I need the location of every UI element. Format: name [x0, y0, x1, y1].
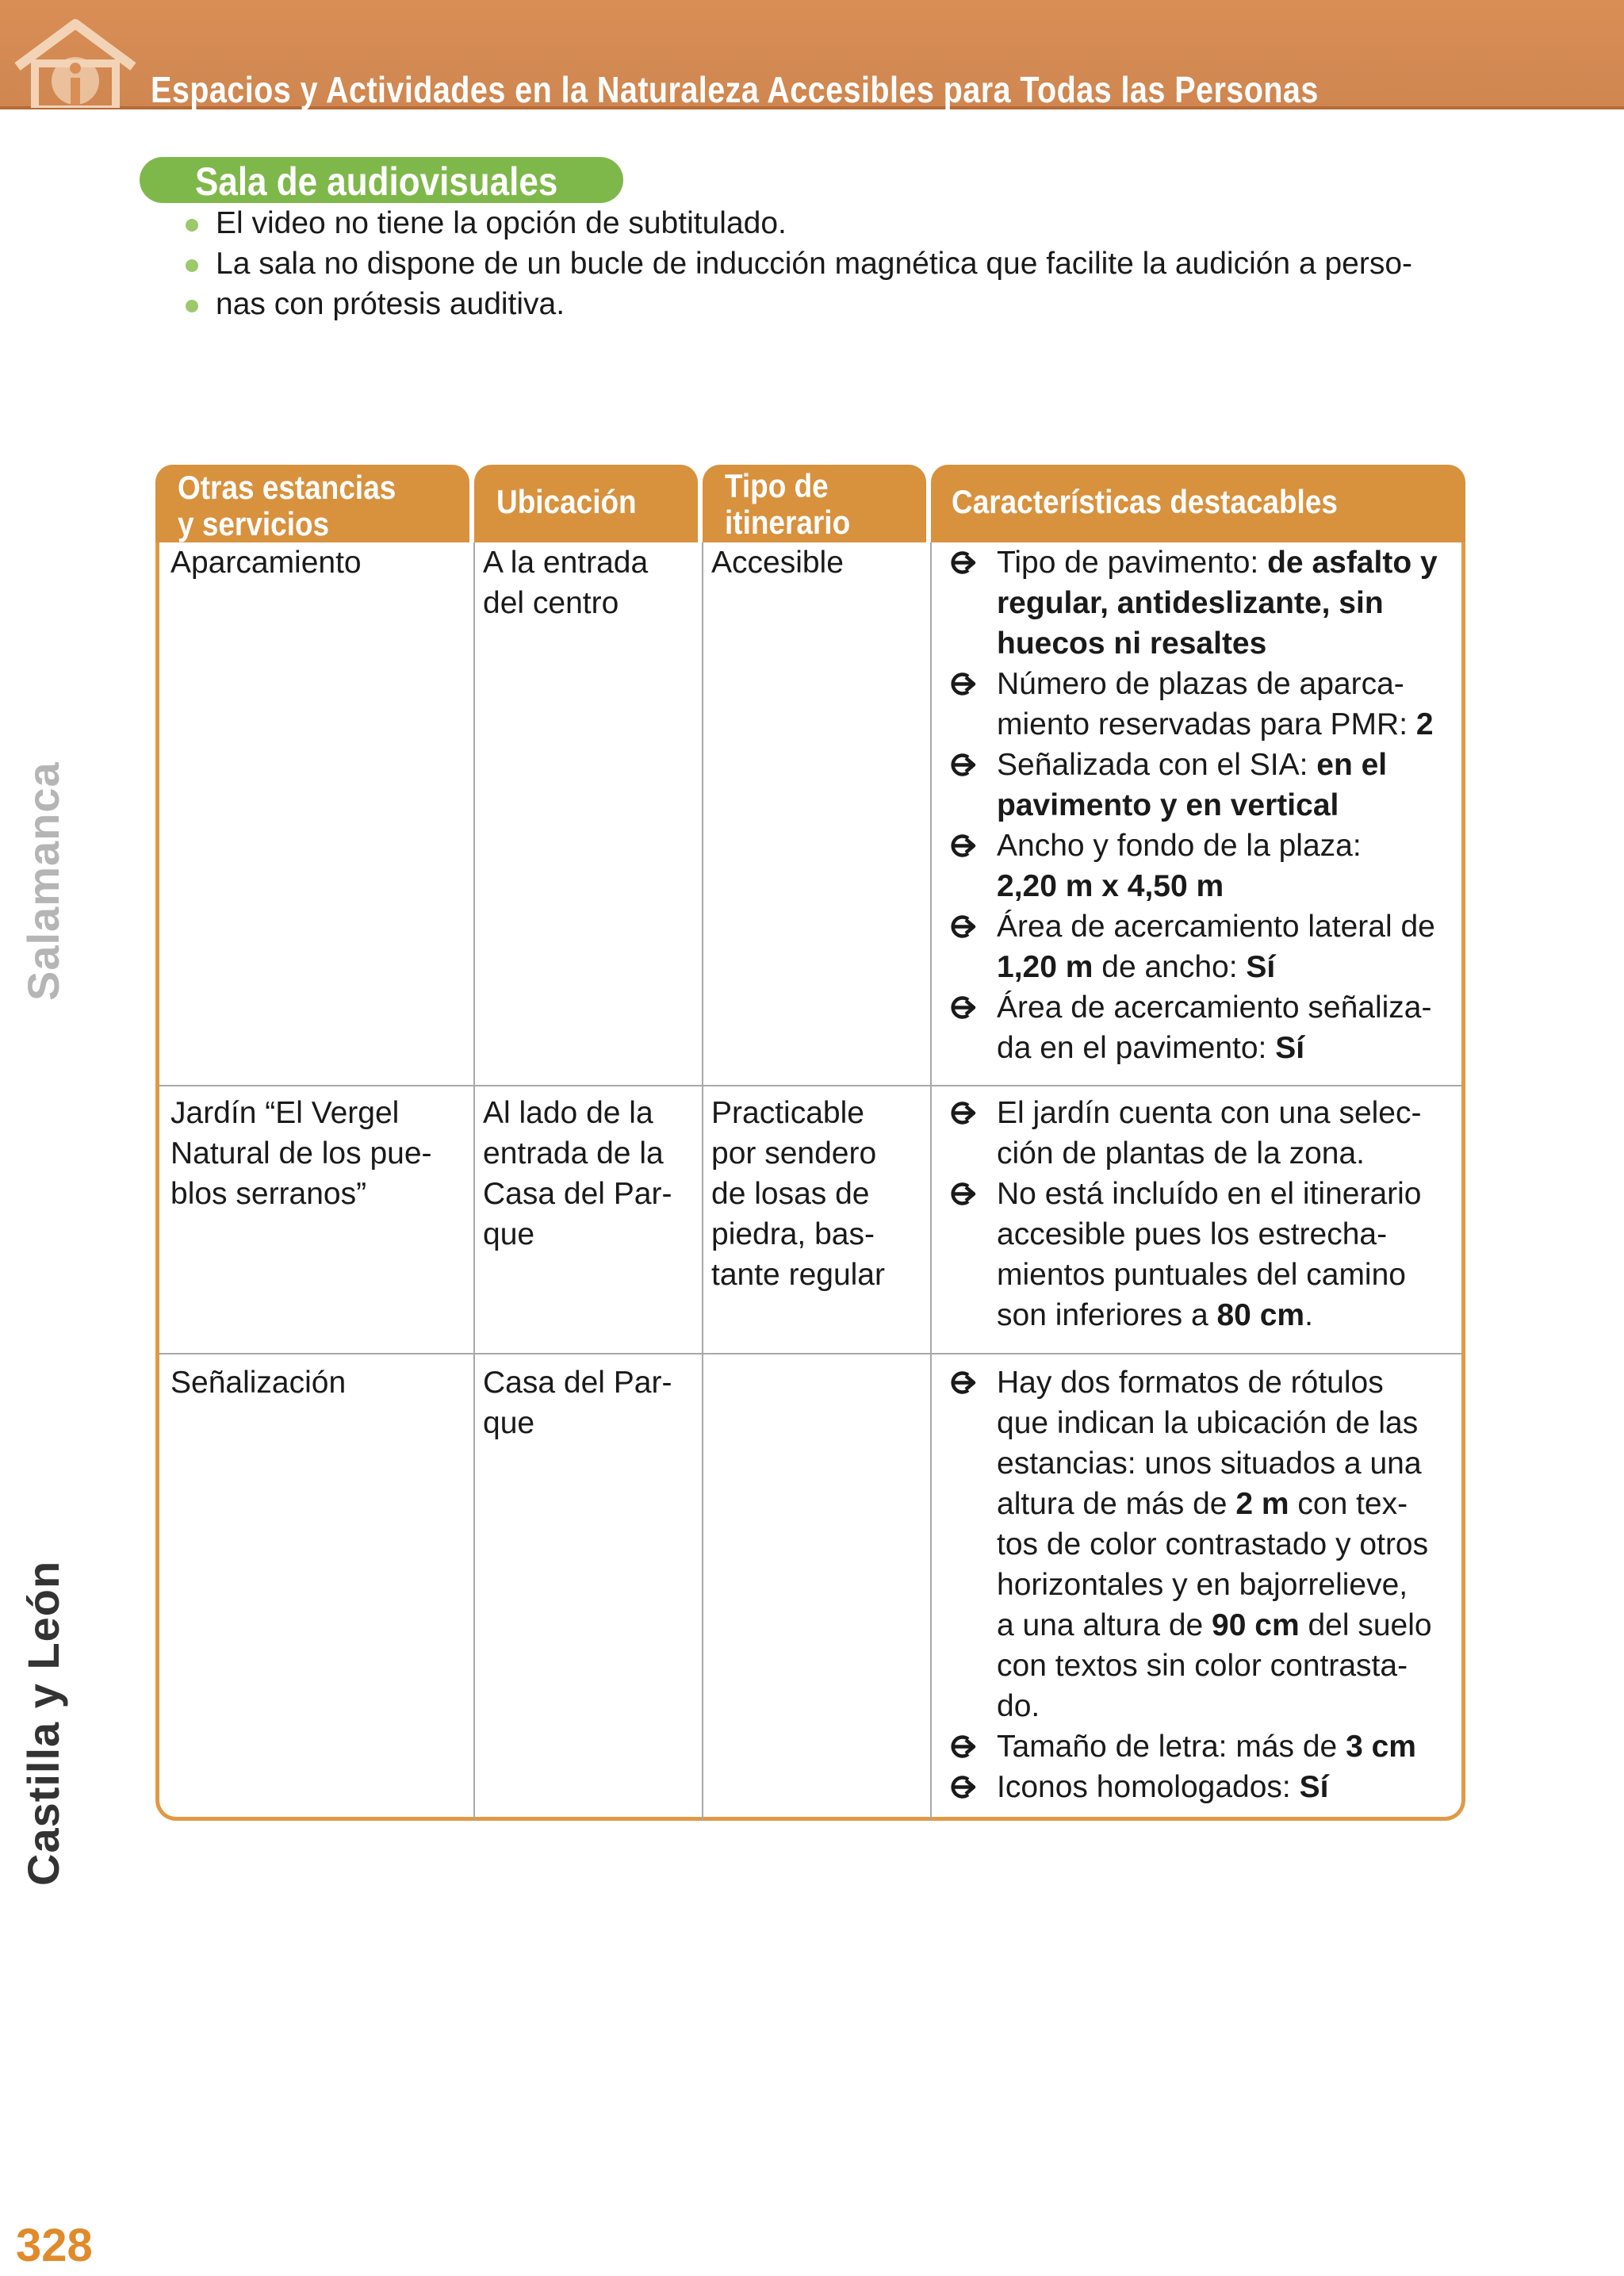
feature-line: [997, 1295, 1465, 1335]
feature-text: horizontales y en bajorrelieve,: [997, 1568, 1408, 1602]
cell-ubicacion: [483, 1093, 697, 1255]
cell-itinerario-line: Practicable: [711, 1096, 864, 1130]
feature-value: 80 cm: [1216, 1298, 1305, 1332]
section-title-pill: [140, 157, 623, 203]
feature-value: 2,20 m x 4,50 m: [997, 869, 1224, 903]
cell-ubicacion-line: entrada de la: [483, 1136, 664, 1171]
arrow-right-icon: [941, 826, 989, 866]
feature-value: Sí: [1299, 1770, 1329, 1804]
arrow-right-icon: [941, 1726, 989, 1767]
header-estancias-line1: Otras estancias: [178, 469, 396, 506]
feature-text: ción de plantas de la zona.: [997, 1136, 1365, 1171]
feature-text: del suelo: [1299, 1608, 1432, 1642]
cell-caracteristicas: [941, 542, 1465, 1068]
feature-line: [997, 947, 1465, 987]
feature-line: [997, 785, 1465, 826]
feature-item: [941, 1726, 1465, 1767]
feature-text: Área de acercamiento lateral de: [997, 910, 1435, 944]
cell-ubicacion-line: Casa del Par-: [483, 1366, 672, 1400]
feature-text: a una altura de: [997, 1608, 1212, 1642]
feature-text: altura de más de: [997, 1487, 1236, 1521]
cell-ubicacion-line: Al lado de la: [483, 1096, 653, 1130]
feature-value: 90 cm: [1212, 1608, 1300, 1642]
feature-text: de ancho:: [1093, 950, 1247, 984]
cell-caracteristicas: [941, 1362, 1465, 1807]
feature-line: [997, 745, 1465, 785]
feature-line: [997, 1255, 1465, 1295]
cell-estancia: [170, 1093, 472, 1214]
feature-line: [997, 1484, 1465, 1524]
arrow-right-icon: [941, 542, 989, 583]
feature-text: con tex-: [1289, 1487, 1408, 1521]
row-divider: [159, 1085, 1461, 1086]
feature-line: [997, 906, 1465, 947]
feature-text: No está incluído en el itinerario: [997, 1177, 1422, 1211]
feature-line: [997, 866, 1465, 906]
feature-text: miento reservadas para PMR:: [997, 707, 1416, 741]
feature-item: [941, 745, 1465, 826]
feature-item: [941, 1174, 1465, 1335]
header-ubicacion-text: Ubicación: [496, 483, 637, 520]
column-divider: [702, 542, 703, 1821]
section-bullet-list: [182, 203, 1467, 324]
bullet-item: El video no tiene la opción de subtitulado.: [182, 203, 1467, 243]
feature-line: [997, 1133, 1465, 1174]
feature-value: en el: [1316, 748, 1388, 782]
cell-ubicacion-line: que: [483, 1217, 535, 1251]
cell-estancia-line: Natural de los pue-: [170, 1136, 432, 1171]
cell-itinerario-line: tante regular: [711, 1258, 885, 1292]
cell-ubicacion-line: Casa del Par-: [483, 1177, 672, 1211]
feature-text: mientos puntuales del camino: [997, 1258, 1406, 1292]
feature-value: de asfalto y: [1267, 546, 1438, 580]
feature-item: [941, 1362, 1465, 1726]
feature-item: [941, 826, 1465, 906]
feature-text: Tipo de pavimento:: [997, 546, 1268, 580]
arrow-right-icon: [941, 1174, 989, 1214]
column-divider: [930, 542, 932, 1821]
side-region-label: Salamanca: [18, 761, 68, 1001]
feature-item: [941, 1093, 1465, 1174]
column-divider: [473, 542, 475, 1821]
arrow-right-icon: [941, 987, 989, 1028]
feature-line: [997, 664, 1465, 704]
cell-itinerario: [711, 542, 925, 583]
feature-item: [941, 987, 1465, 1068]
feature-text: Ancho y fondo de la plaza:: [997, 829, 1362, 863]
arrow-right-icon: [941, 664, 989, 704]
feature-text: da en el pavimento:: [997, 1031, 1276, 1065]
feature-value: huecos ni resaltes: [997, 626, 1267, 661]
feature-value: Sí: [1246, 950, 1276, 984]
arrow-right-icon: [941, 745, 989, 785]
page-header-title: Espacios y Actividades en la Naturaleza Accesibles para Todas las Personas: [151, 69, 1319, 110]
feature-value: 2 m: [1235, 1487, 1289, 1521]
feature-line: [997, 987, 1465, 1028]
cell-itinerario-line: piedra, bas-: [711, 1217, 875, 1251]
cell-itinerario-line: Accesible: [711, 546, 844, 580]
feature-value: 1,20 m: [997, 950, 1094, 984]
feature-text: El jardín cuenta con una selec-: [997, 1096, 1422, 1130]
feature-text: con textos sin color contrasta-: [997, 1649, 1408, 1683]
feature-item: [941, 542, 1465, 664]
cell-itinerario-line: de losas de: [711, 1177, 870, 1211]
arrow-right-icon: [941, 1362, 989, 1403]
feature-line: [997, 1524, 1465, 1565]
feature-line: [997, 1093, 1465, 1133]
facilities-table: [155, 465, 1465, 1821]
feature-line: [997, 1686, 1465, 1726]
header-estancias: [155, 465, 469, 542]
feature-text: son inferiores a: [997, 1298, 1217, 1332]
feature-text: do.: [997, 1689, 1040, 1723]
arrow-right-icon: [941, 906, 989, 947]
arrow-right-icon: [941, 1767, 989, 1807]
feature-line: [997, 826, 1465, 866]
feature-line: [997, 1565, 1465, 1605]
header-caracteristicas: [931, 465, 1465, 542]
cell-itinerario: [711, 1093, 925, 1295]
cell-ubicacion: [483, 1362, 697, 1443]
feature-item: [941, 906, 1465, 987]
feature-value: regular, antideslizante, sin: [997, 586, 1384, 620]
feature-line: [997, 1443, 1465, 1484]
feature-text: que indican la ubicación de las: [997, 1406, 1419, 1440]
header-itinerario-line2: itinerario: [725, 504, 851, 541]
feature-value: 2: [1415, 707, 1434, 741]
cell-ubicacion-line: del centro: [483, 586, 619, 620]
feature-value: 3 cm: [1346, 1730, 1416, 1764]
feature-text: Tamaño de letra: más de: [997, 1730, 1346, 1764]
feature-line: [997, 1362, 1465, 1403]
cell-ubicacion-line: A la entrada: [483, 546, 649, 580]
row-divider: [159, 1353, 1461, 1354]
header-ubicacion: [474, 465, 698, 542]
feature-text: Iconos homologados:: [997, 1770, 1300, 1804]
cell-estancia-line: Aparcamiento: [170, 546, 362, 580]
feature-line: [997, 1767, 1465, 1807]
cell-estancia: [170, 542, 472, 583]
feature-item: [941, 664, 1465, 745]
cell-estancia-line: blos serranos”: [170, 1177, 367, 1211]
cell-itinerario-line: por sendero: [711, 1136, 877, 1171]
feature-line: [997, 623, 1465, 664]
feature-text: Número de plazas de aparca-: [997, 667, 1404, 701]
feature-text: Área de acercamiento señaliza-: [997, 990, 1432, 1025]
bullet-item: La sala no dispone de un bucle de inducción magnética que facilite la audición a perso-: [182, 243, 1467, 284]
feature-line: [997, 542, 1465, 583]
feature-line: [997, 1726, 1465, 1767]
cell-ubicacion-line: que: [483, 1406, 535, 1440]
feature-line: [997, 1403, 1465, 1443]
cell-estancia-line: Señalización: [170, 1366, 347, 1400]
feature-line: [997, 704, 1465, 745]
bullet-item-continuation: nas con prótesis auditiva.: [182, 284, 1467, 324]
side-community-label: Castilla y León: [18, 1560, 68, 1886]
header-itinerario-line1: Tipo de: [725, 467, 829, 504]
arrow-right-icon: [941, 1093, 989, 1133]
header-itinerario: [703, 465, 926, 542]
cell-estancia: [170, 1362, 472, 1403]
feature-line: [997, 1174, 1465, 1214]
feature-item: [941, 1767, 1465, 1807]
house-info-icon: [8, 17, 143, 108]
header-caracteristicas-text: Características destacables: [952, 483, 1338, 520]
header-estancias-line2: y servicios: [178, 505, 330, 542]
cell-caracteristicas: [941, 1093, 1465, 1335]
cell-estancia-line: Jardín “El Vergel: [170, 1096, 400, 1130]
table-header: [155, 465, 1465, 542]
feature-line: [997, 1028, 1465, 1068]
feature-line: [997, 1605, 1465, 1646]
feature-text: .: [1304, 1298, 1313, 1332]
feature-text: accesible pues los estrecha-: [997, 1217, 1388, 1251]
feature-value: pavimento y en vertical: [997, 788, 1339, 822]
feature-line: [997, 1646, 1465, 1686]
feature-value: Sí: [1275, 1031, 1305, 1065]
feature-line: [997, 1214, 1465, 1255]
feature-line: [997, 583, 1465, 623]
feature-text: Hay dos formatos de rótulos: [997, 1366, 1384, 1400]
feature-text: Señalizada con el SIA:: [997, 748, 1317, 782]
feature-text: tos de color contrastado y otros: [997, 1527, 1429, 1561]
cell-ubicacion: [483, 542, 697, 623]
feature-text: estancias: unos situados a una: [997, 1446, 1422, 1481]
page-number: 328: [16, 2220, 93, 2271]
section-title: Sala de audiovisuales: [195, 159, 558, 204]
